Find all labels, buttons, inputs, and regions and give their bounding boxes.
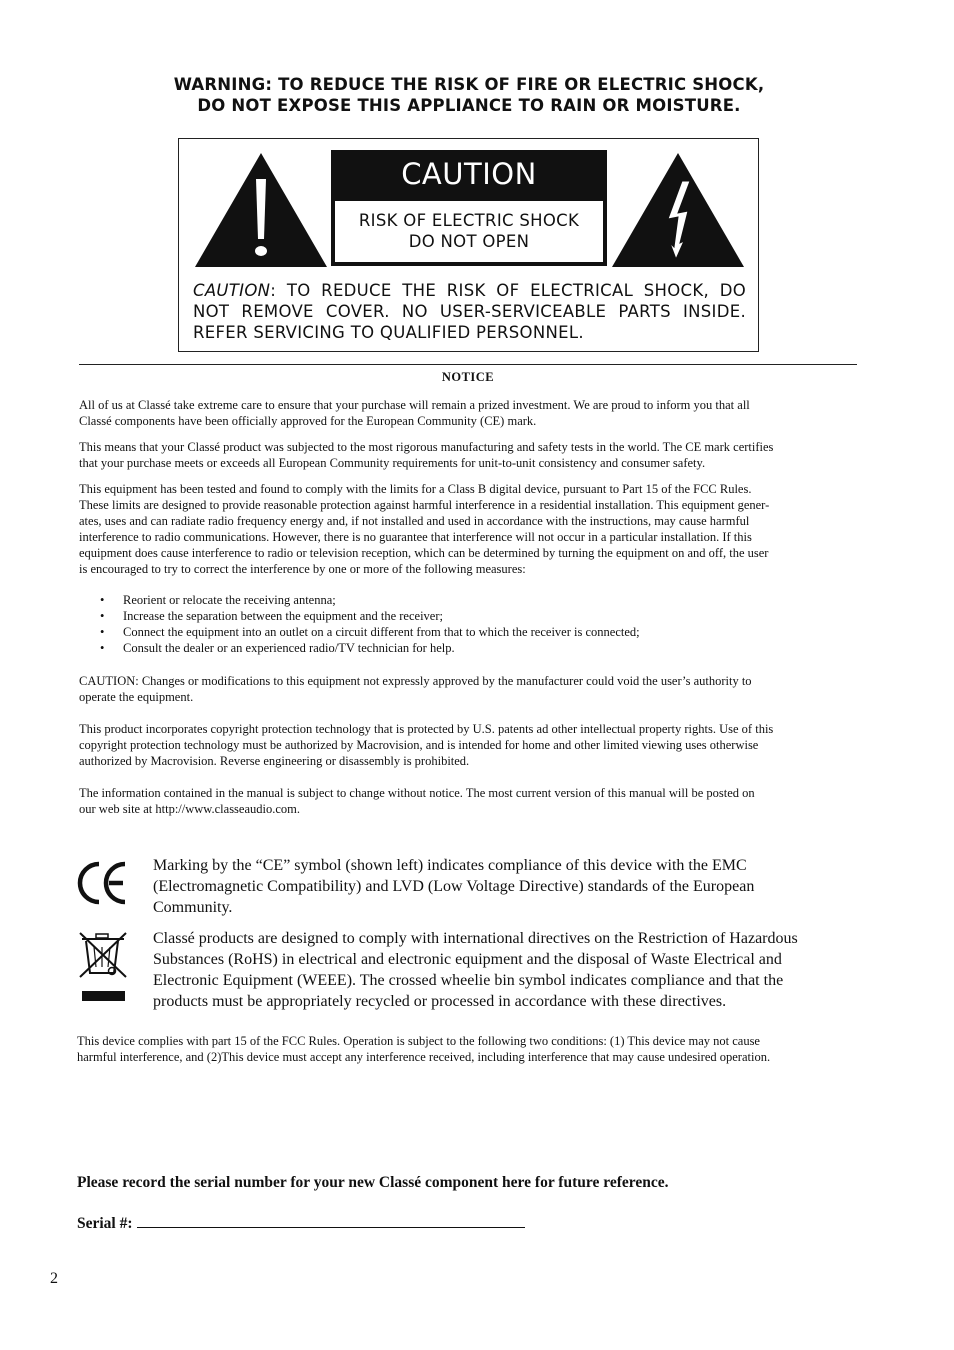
fcc-line: harmful interference, and (2)This device must accept any interference received, including interference that may cause undesired operation. xyxy=(77,1050,771,1064)
caution-instructions-line-2: NOT REMOVE COVER. NO USER-SERVICEABLE PARTS INSIDE. xyxy=(193,302,746,321)
weee-line: products must be appropriately recycled or processed in accordance with these directives. xyxy=(153,993,727,1010)
warning-line-2: DO NOT EXPOSE THIS APPLIANCE TO RAIN OR MOISTURE. xyxy=(197,96,741,115)
list-item xyxy=(100,592,640,608)
weee-line: Electronic Equipment (WEEE). The crossed wheelie bin symbol indicates compliance and that the xyxy=(153,972,784,989)
notice-paragraph-1 xyxy=(79,397,859,429)
notice-p3-line: interference to radio communications. However, there is no guarantee that interference will not occur in a particular installation. If this xyxy=(79,530,752,544)
ce-line: (Electromagnetic Compatibility) and LVD (Low Voltage Directive) standards of the European xyxy=(153,878,755,895)
list-item-text: Connect the equipment into an outlet on a circuit different from that to which the receiver is connected; xyxy=(123,625,640,639)
notice-p3-line: is encouraged to try to correct the interference by one or more of the following measures: xyxy=(79,562,526,576)
ce-compliance-text xyxy=(153,855,853,918)
notice-paragraph-4 xyxy=(79,673,859,705)
notice-paragraph-2 xyxy=(79,439,859,471)
caution-instructions-line-3: REFER SERVICING TO QUALIFIED PERSONNEL. xyxy=(193,323,584,342)
caution-colon: : xyxy=(270,281,277,300)
bullet-glyph: • xyxy=(100,593,105,607)
caution-instructions-line-1 xyxy=(193,280,746,301)
caution-panel xyxy=(331,150,607,266)
notice-p5-line: copyright protection technology must be authorized by Macrovision, and is intended for home and other limited viewing uses otherwise xyxy=(79,738,759,752)
list-item xyxy=(100,640,640,656)
serial-label: Serial #: xyxy=(77,1215,133,1232)
notice-p3-line: This equipment has been tested and found to comply with the limits for a Class B digital device, pursuant to Part 15 of the FCC Rules. xyxy=(79,482,752,496)
caution-line-a: TO REDUCE THE RISK OF ELECTRICAL SHOCK, DO xyxy=(276,281,746,300)
notice-p3-line: These limits are designed to provide reasonable protection against harmful interference in a residential installation. This equipment gener- xyxy=(79,498,770,512)
warning-line-1: WARNING: TO REDUCE THE RISK OF FIRE OR ELECTRIC SHOCK, xyxy=(173,75,765,94)
fcc-compliance-text xyxy=(77,1033,770,1065)
notice-p6-line: The information contained in the manual is subject to change without notice. The most current version of this manual will be posted on xyxy=(79,786,755,800)
bullet-glyph: • xyxy=(100,641,105,655)
notice-p4-line: CAUTION: Changes or modifications to this equipment not expressly approved by the manufacturer could void the user’s authority to xyxy=(79,674,752,688)
notice-p3-line: equipment does cause interference to radio or television reception, which can be determined by turning the equipment on and off, the user xyxy=(79,546,769,560)
weee-line: Classé products are designed to comply with international directives on the Restriction of Hazardous xyxy=(153,930,798,947)
list-item-text: Increase the separation between the equipment and the receiver; xyxy=(123,609,443,623)
weee-line: Substances (RoHS) in electrical and electronic equipment and the disposal of Waste Electrical and xyxy=(153,951,782,968)
notice-p2-line: This means that your Classé product was subjected to the most rigorous manufacturing and safety tests in the world. The CE mark certifies xyxy=(79,440,774,454)
shock-warning-line-2: DO NOT OPEN xyxy=(408,232,530,251)
serial-blank-line[interactable] xyxy=(137,1227,525,1228)
warning-heading xyxy=(100,74,838,116)
list-item-text: Consult the dealer or an experienced radio/TV technician for help. xyxy=(123,641,455,655)
notice-heading: NOTICE xyxy=(441,370,495,384)
list-item-text: Reorient or relocate the receiving antenna; xyxy=(123,593,336,607)
fcc-line: This device complies with part 15 of the FCC Rules. Operation is subject to the following two conditions: (1) This device may not cause xyxy=(77,1034,760,1048)
crossed-wheelie-bin-icon xyxy=(78,929,128,1005)
caution-inline-label: CAUTION xyxy=(193,281,271,300)
shock-warning-text xyxy=(335,201,603,262)
caution-instructions xyxy=(193,280,746,343)
page-number: 2 xyxy=(50,1270,58,1287)
notice-p5-line: This product incorporates copyright protection technology that is protected by U.S. patents ad other intellectual property rights. Use of this xyxy=(79,722,774,736)
ce-line: Marking by the “CE” symbol (shown left) indicates compliance of this device with the EMC xyxy=(153,857,747,874)
serial-record-note: Please record the serial number for your new Classé component here for future reference. xyxy=(77,1174,669,1191)
notice-p5-line: authorized by Macrovision. Reverse engineering or disassembly is prohibited. xyxy=(79,754,470,768)
notice-paragraph-3 xyxy=(79,481,859,577)
bullet-glyph: • xyxy=(100,625,105,639)
lightning-bolt-icon xyxy=(610,151,746,269)
notice-p6-line: our web site at http://www.classeaudio.com. xyxy=(79,802,301,816)
interference-measures-list xyxy=(100,592,640,656)
notice-p4-line: operate the equipment. xyxy=(79,690,194,704)
serial-number-field[interactable] xyxy=(77,1215,525,1233)
ce-line: Community. xyxy=(153,899,233,916)
notice-p3-line: ates, uses and can radiate radio frequency energy and, if not installed and used in accordance with the instructions, may cause harmful xyxy=(79,514,750,528)
caution-title: CAUTION xyxy=(401,157,537,191)
horizontal-divider xyxy=(79,364,857,365)
notice-p1-line: All of us at Classé take extreme care to ensure that your purchase will remain a prized investment. We are proud to inform you that all xyxy=(79,398,750,412)
shock-warning-line-1: RISK OF ELECTRIC SHOCK xyxy=(358,211,580,230)
caution-label-box xyxy=(178,138,759,352)
notice-paragraph-6 xyxy=(79,785,859,817)
ce-mark-icon xyxy=(77,860,129,906)
notice-p2-line: that your purchase meets or exceeds all European Community requirements for unit-to-unit consistency and consumer safety. xyxy=(79,456,706,470)
notice-paragraph-5 xyxy=(79,721,859,769)
bullet-glyph: • xyxy=(100,609,105,623)
exclamation-warning-icon xyxy=(193,151,329,269)
list-item xyxy=(100,624,640,640)
weee-compliance-text xyxy=(153,928,853,1012)
list-item xyxy=(100,608,640,624)
notice-p1-line: Classé components have been officially approved for the European Community (CE) mark. xyxy=(79,414,537,428)
